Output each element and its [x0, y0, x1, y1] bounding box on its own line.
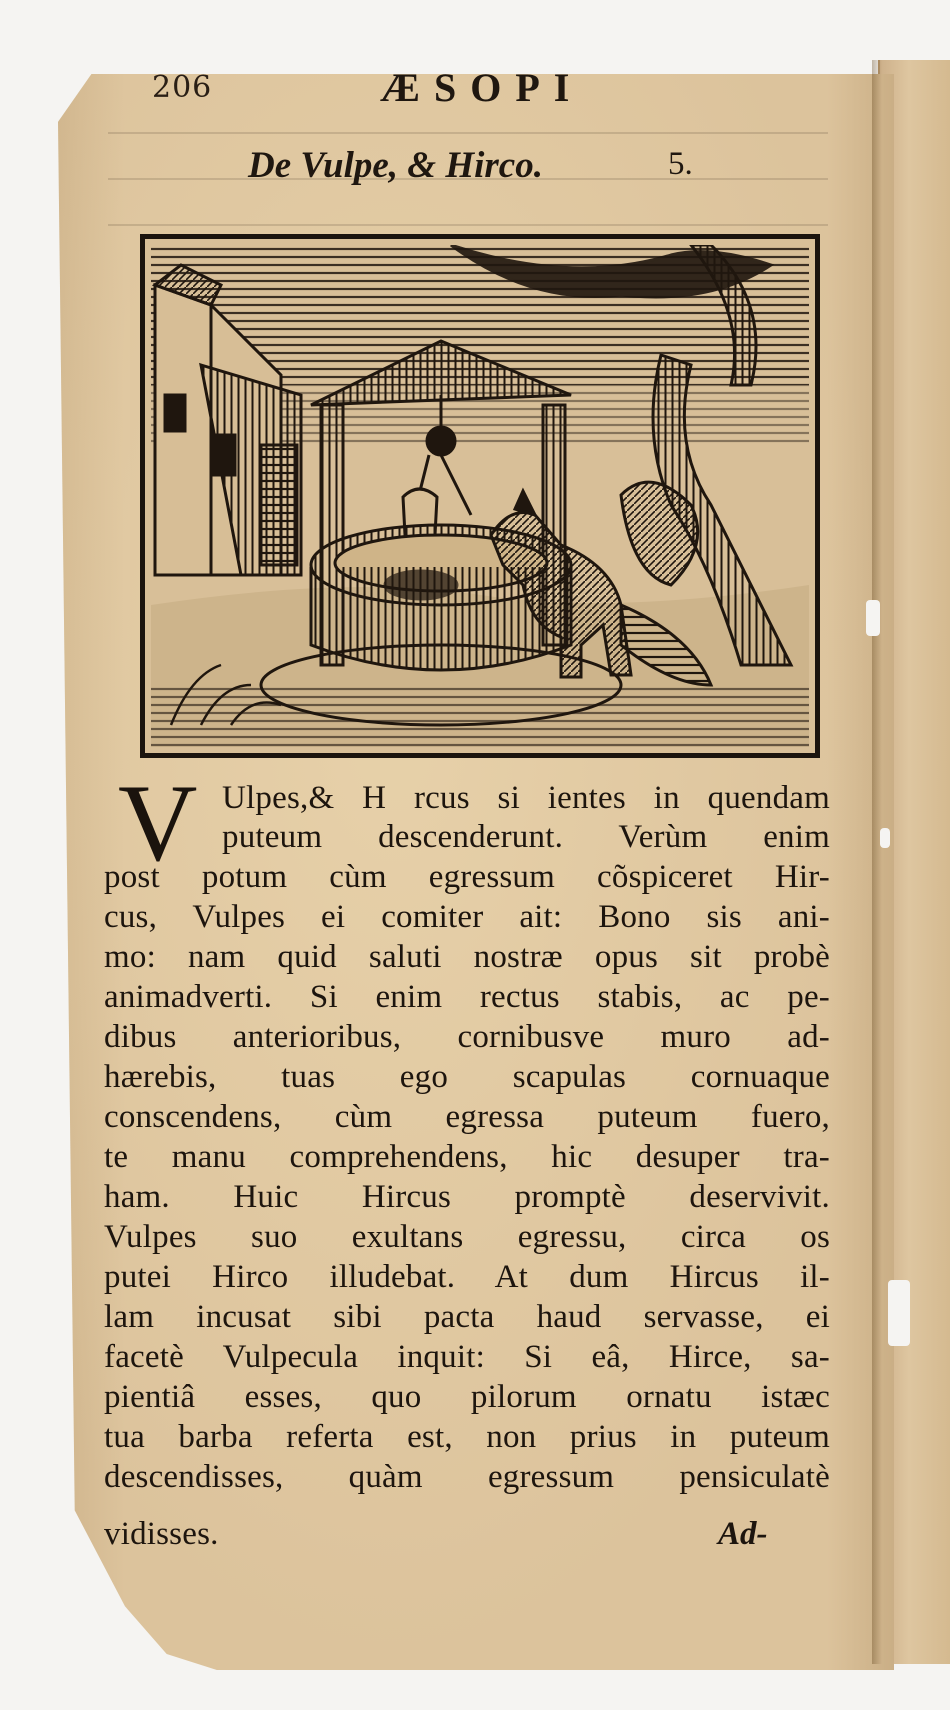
- text-line: hærebis, tuas ego scapulas cornuaque: [104, 1059, 830, 1095]
- text-line: pientiâ esses, quo pilorum ornatu istæc: [104, 1379, 830, 1415]
- gutter-fold: [872, 60, 882, 1664]
- drop-cap: V: [118, 762, 198, 884]
- catchword: Ad-: [718, 1516, 768, 1552]
- text-line: post potum cùm egressum cõspiceret Hir-: [104, 859, 830, 895]
- text-line: Vulpes suo exultans egressu, circa os: [104, 1219, 830, 1255]
- text-line: lam incusat sibi pacta haud servasse, ei: [104, 1299, 830, 1335]
- text-line: descendisses, quàm egressum pensiculatè: [104, 1459, 830, 1495]
- text-line: dibus anterioribus, cornibusve muro ad-: [104, 1019, 830, 1055]
- page-number: 206: [152, 70, 213, 105]
- text-line: conscendens, cùm egressa puteum fuero,: [104, 1099, 830, 1135]
- text-line: facetè Vulpecula inquit: Si eâ, Hirce, sa-: [104, 1339, 830, 1375]
- text-line: cus, Vulpes ei comiter ait: Bono sis ani-: [104, 899, 830, 935]
- text-line: putei Hirco illudebat. At dum Hircus il-: [104, 1259, 830, 1295]
- text-line: puteum descenderunt. Verùm enim: [222, 819, 830, 855]
- page-tear: [880, 828, 890, 848]
- woodcut-image: [151, 245, 809, 747]
- text-line: Ulpes,& H rcus si ientes in quendam: [222, 780, 830, 816]
- text-line: tua barba referta est, non prius in puteum: [104, 1419, 830, 1455]
- text-line: ham. Huic Hircus promptè deservivit.: [104, 1179, 830, 1215]
- text-line: vidisses.: [104, 1516, 219, 1552]
- page-tear: [866, 600, 880, 636]
- fable-number: 5.: [668, 146, 693, 182]
- woodcut-illustration: [140, 234, 820, 758]
- fable-title: De Vulpe, & Hirco.: [248, 145, 543, 186]
- text-line: te manu comprehendens, hic desuper tra-: [104, 1139, 830, 1175]
- text-line: animadverti. Si enim rectus stabis, ac pe-: [104, 979, 830, 1015]
- page-tear: [888, 1280, 910, 1346]
- text-line: mo: nam quid saluti nostræ opus sit probè: [104, 939, 830, 975]
- running-head: ÆSOPI: [380, 65, 584, 110]
